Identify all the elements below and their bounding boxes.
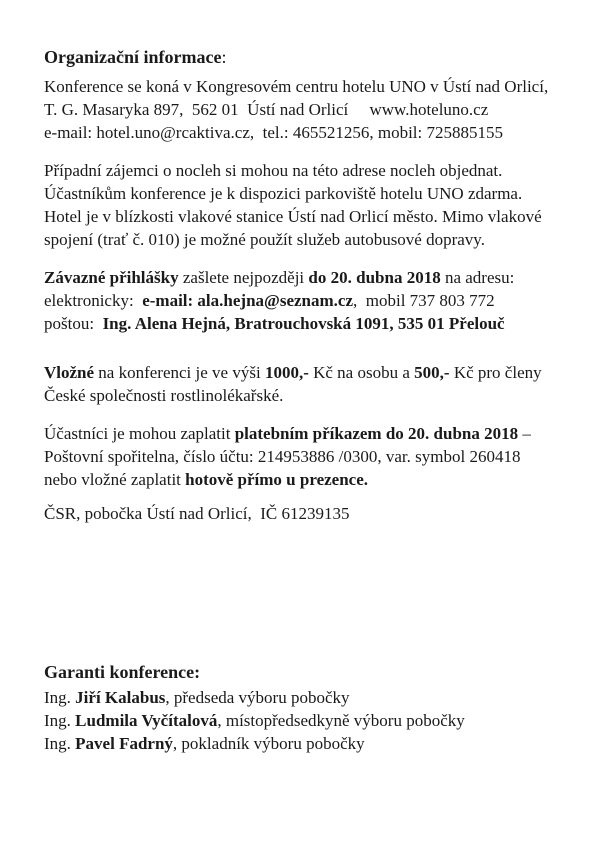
paragraph-venue-contact [44,75,572,144]
text-run: Ing. [44,711,76,730]
paragraph-guarantors [44,686,572,755]
paragraph-csr-branch [44,502,572,525]
text-run: 500,- [414,363,450,382]
text-run: Ing. [44,734,76,753]
text-run: Účastníkům konference je k dispozici parkoviště hotelu UNO zdarma. [44,184,523,203]
section-heading-guarantors [44,661,572,684]
paragraph-accommodation-transport [44,159,572,251]
text-run: Organizační informace [44,47,222,67]
paragraph-conference-fee [44,361,572,407]
text-run: Pavel Fadrný [75,734,173,753]
text-run: Ludmila Vyčítalová [75,711,218,730]
text-run: Účastníci je mohou zaplatit [44,424,235,443]
text-run: nebo vložné zaplatit [44,470,186,489]
text-run: Vložné [44,363,95,382]
text-run: Konference se koná v Kongresovém centru hotelu UNO v Ústí nad Orlicí, [44,77,549,96]
text-run: , mobil 737 803 772 [353,291,495,310]
text-run: platebním příkazem do 20. dubna 2018 [234,424,519,443]
text-run: , pokladník výboru pobočky [172,734,365,753]
text-run: Ing. Alena Hejná, Bratrouchovská 1091, 535 01 Přelouč [102,314,505,333]
text-run: Jiří Kalabus [75,688,166,707]
text-run: hotově přímo u prezence. [185,470,369,489]
text-run: Hotel je v blízkosti vlakové stanice Ústí nad Orlicí město. Mimo vlakové [44,207,542,226]
text-run: : [221,47,227,67]
text-run: – [518,424,531,443]
text-run: e-mail: ala.hejna@seznam.cz [142,291,353,310]
text-run: poštou: [44,314,103,333]
text-run: Ing. [44,688,76,707]
text-run: , místopředsedkyně výboru pobočky [217,711,465,730]
text-run: Kč pro členy [449,363,542,382]
text-run: T. G. Masaryka 897, 562 01 Ústí nad Orlicí www.hoteluno.cz [44,100,489,119]
text-run: na adresu: [440,268,515,287]
text-run: do 20. dubna 2018 [308,268,441,287]
text-run: Kč na osobu a [308,363,415,382]
text-run: zašlete nejpozději [178,268,309,287]
text-run: elektronicky: [44,291,143,310]
paragraph-payment [44,422,572,491]
text-run: 1000,- [264,363,309,382]
section-heading-organizational-info [44,46,572,69]
text-run: spojení (trať č. 010) je možné použít služeb autobusové dopravy. [44,230,485,249]
text-run: Závazné přihlášky [44,268,179,287]
text-run: Garanti konference: [44,662,201,682]
text-run: , předseda výboru pobočky [165,688,350,707]
text-run: e-mail: hotel.uno@rcaktiva.cz, tel.: 465521256, mobil: 725885155 [44,123,503,142]
text-run: Poštovní spořitelna, číslo účtu: 214953886 /0300, var. symbol 260418 [44,447,521,466]
text-run: ČSR, pobočka Ústí nad Orlicí, IČ 61239135 [44,504,350,523]
text-run: Případní zájemci o nocleh si mohou na této adrese nocleh objednat. [44,161,503,180]
text-run: na konferenci je ve výši [94,363,265,382]
paragraph-applications [44,266,572,335]
text-run: České společnosti rostlinolékařské. [44,386,284,405]
